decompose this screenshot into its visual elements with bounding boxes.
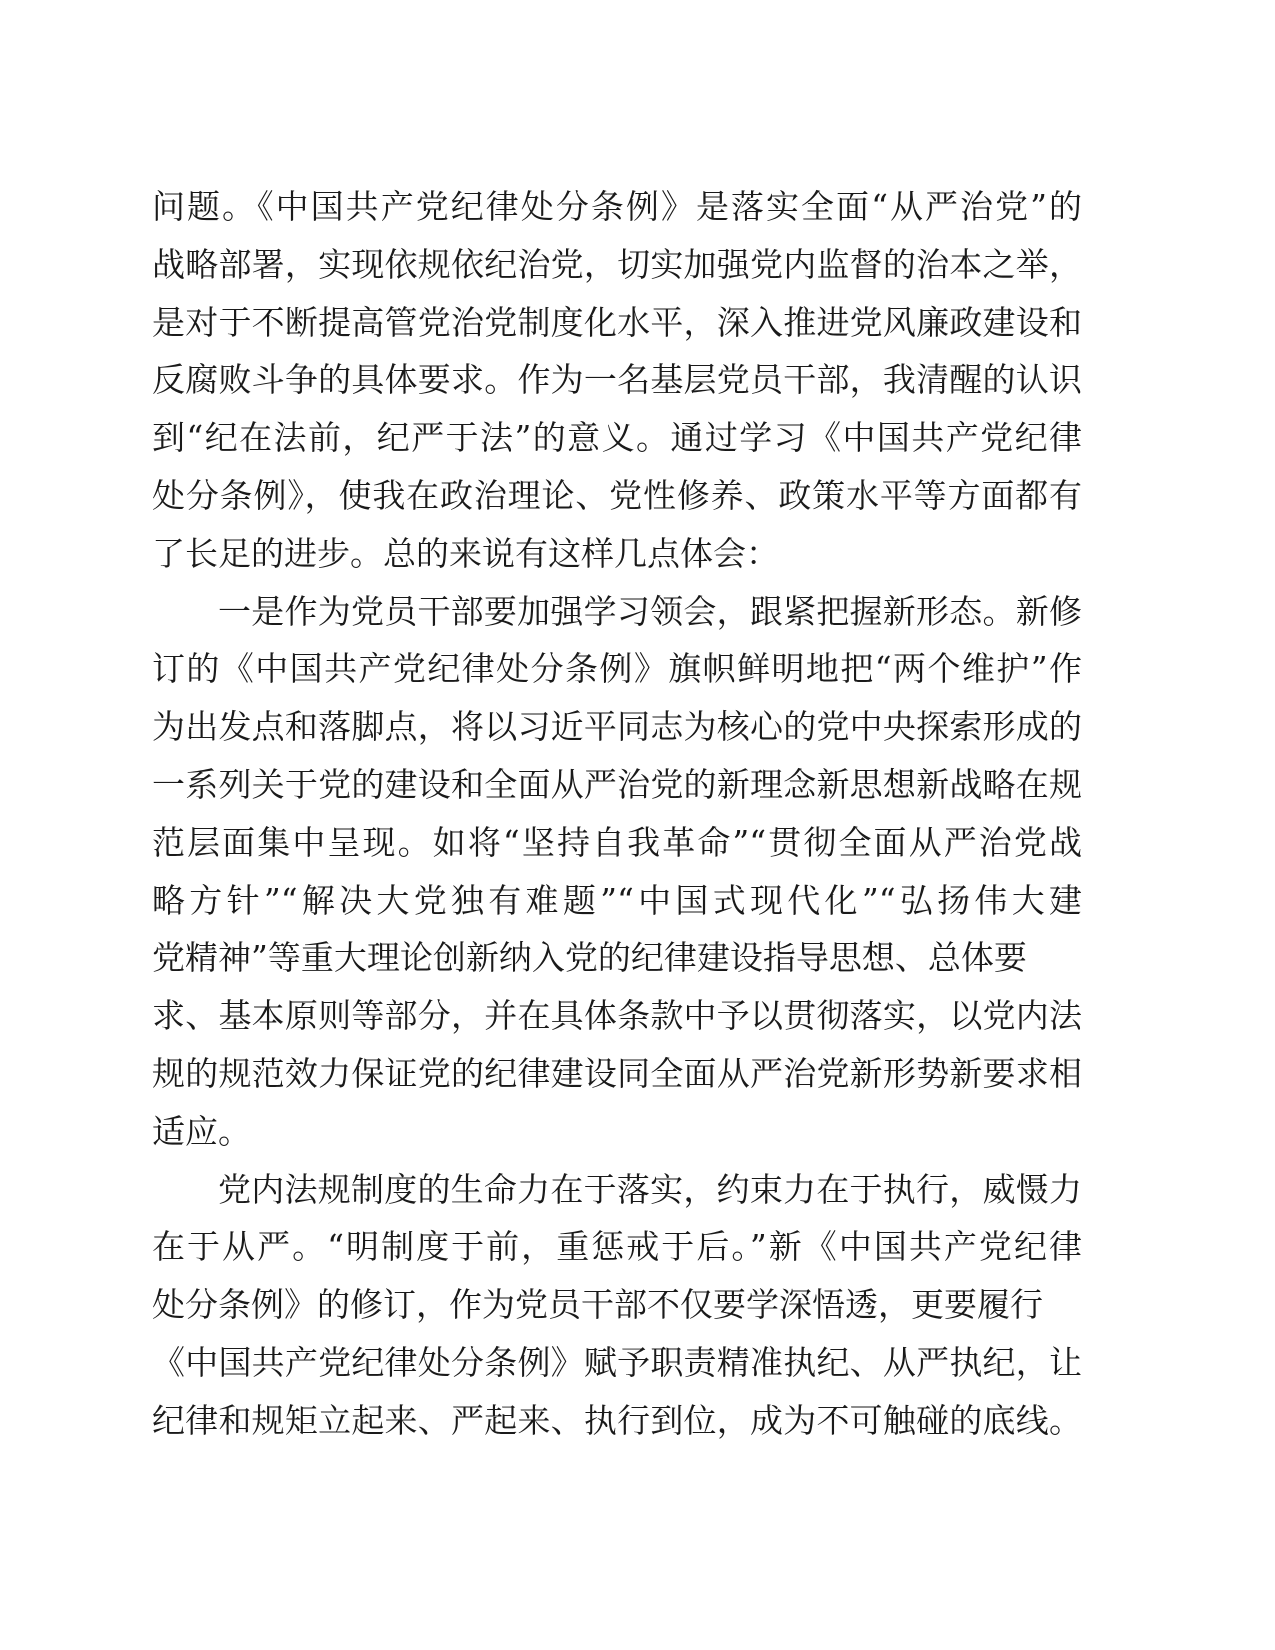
text-line: 党内法规制度的生命力在于落实，约束力在于执行，威慑力: [218, 1169, 1082, 1209]
text-line: 为出发点和落脚点，将以习近平同志为核心的党中央探索形成的: [152, 707, 1082, 747]
text-line: 纪律和规矩立起来、严起来、执行到位，成为不可触碰的底线。: [152, 1400, 1082, 1440]
text-line: 范层面集中呈现。如将“坚持自我革命”“贯彻全面从严治党战: [152, 822, 1082, 862]
text-line: 党精神”等重大理论创新纳入党的纪律建设指导思想、总体要: [152, 938, 1027, 978]
text-line: 是对于不断提高管党治党制度化水平，深入推进党风廉政建设和: [152, 302, 1082, 342]
text-line: 处分条例》，使我在政治理论、党性修养、政策水平等方面都有: [152, 475, 1082, 515]
text-line: 适应。: [152, 1111, 251, 1151]
text-line: 一系列关于党的建设和全面从严治党的新理念新思想新战略在规: [152, 764, 1082, 804]
text-line: 一是作为党员干部要加强学习领会，跟紧把握新形态。新修: [218, 591, 1082, 631]
text-line: 在于从严。“明制度于前，重惩戒于后。”新《中国共产党纪律: [152, 1227, 1082, 1267]
text-line: 到“纪在法前，纪严于法”的意义。通过学习《中国共产党纪律: [152, 418, 1082, 458]
text-line: 问题。《中国共产党纪律处分条例》是落实全面“从严治党”的: [152, 187, 1082, 226]
text-line: 战略部署，实现依规依纪治党，切实加强党内监督的治本之举，: [152, 244, 1082, 284]
body-text: [152, 178, 1082, 1450]
text-line: 规的规范效力保证党的纪律建设同全面从严治党新形势新要求相: [152, 1053, 1082, 1093]
text-line: 订的《中国共产党纪律处分条例》旗帜鲜明地把“两个维护”作: [152, 649, 1082, 689]
text-line: 《中国共产党纪律处分条例》赋予职责精准执纪、从严执纪，让: [152, 1342, 1082, 1382]
text-line: 反腐败斗争的具体要求。作为一名基层党员干部，我清醒的认识: [152, 360, 1082, 400]
text-line: 处分条例》的修订，作为党员干部不仅要学深悟透，更要履行: [152, 1285, 1043, 1325]
text-line: 了长足的进步。总的来说有这样几点体会：: [152, 533, 779, 573]
text-line: 略方针”“解决大党独有难题”“中国式现代化”“弘扬伟大建: [152, 880, 1082, 920]
text-line: 求、基本原则等部分，并在具体条款中予以贯彻落实，以党内法: [152, 996, 1082, 1036]
